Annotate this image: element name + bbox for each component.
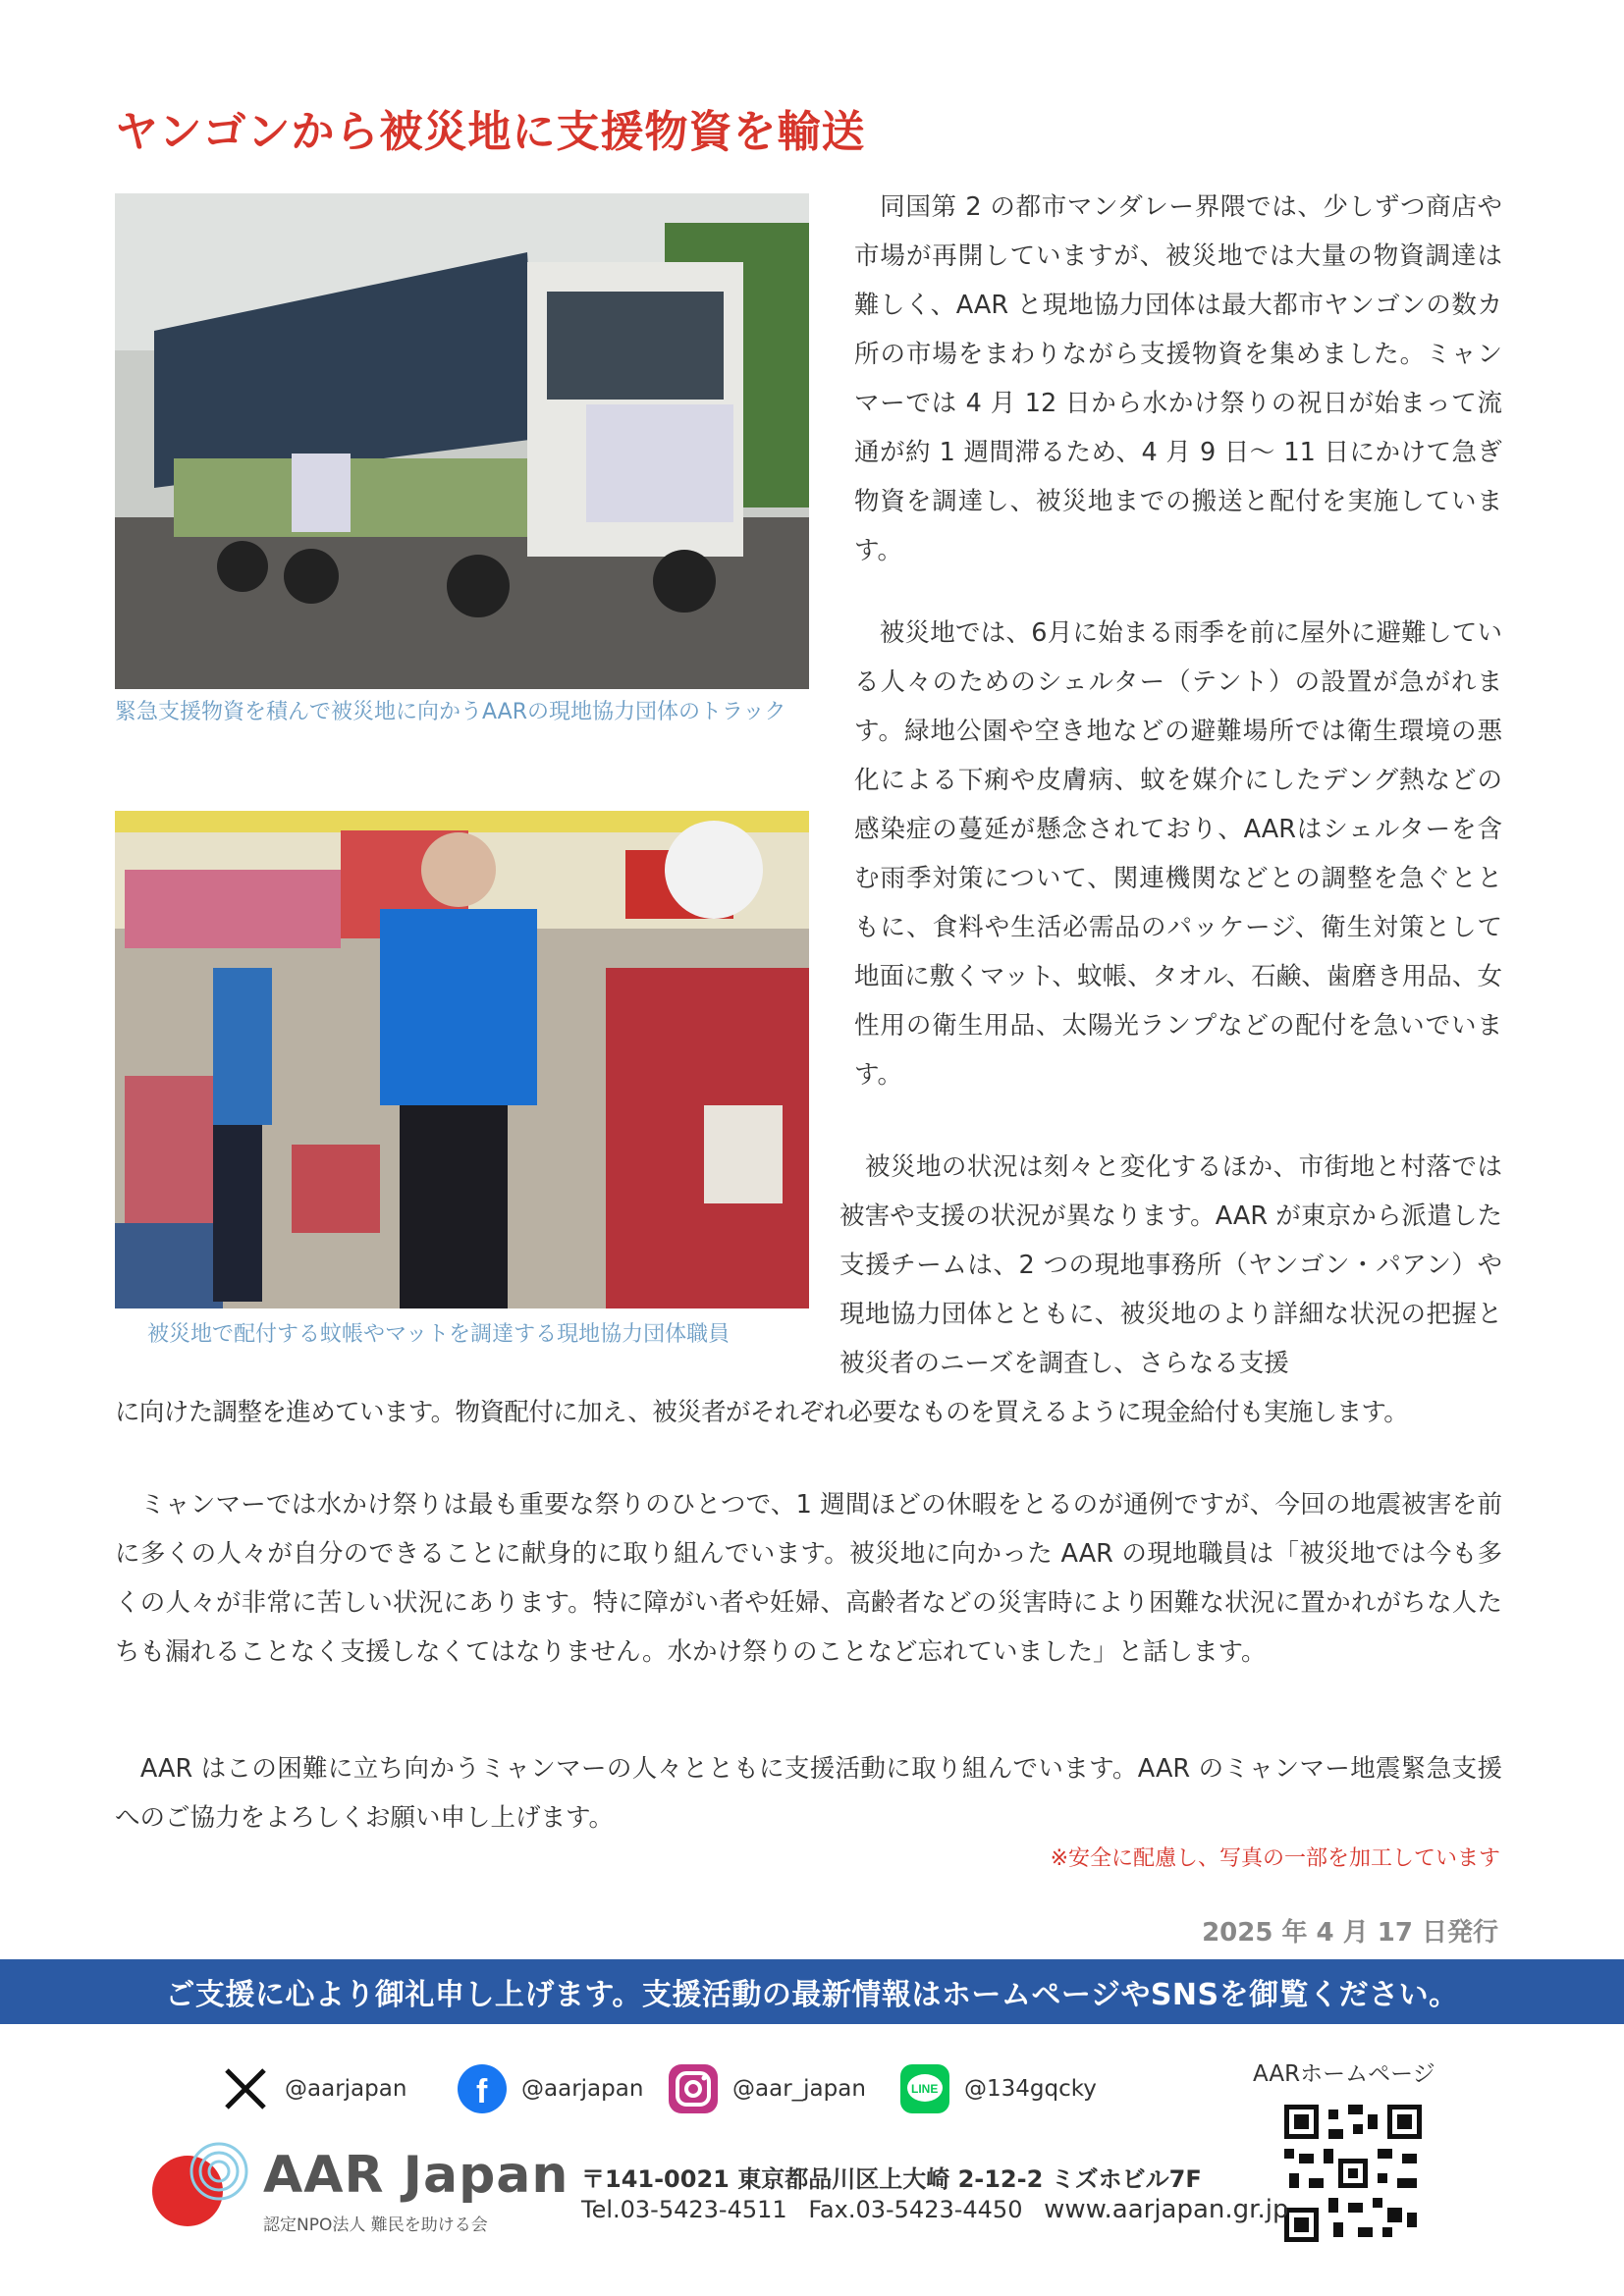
thanks-banner (0, 1959, 1624, 2024)
article-title: ヤンゴンから被災地に支援物資を輸送 (115, 107, 866, 157)
instagram-handle: @aar_japan (732, 2076, 866, 2102)
paragraph-1: 同国第 2 の都市マンダレー界隈では、少しずつ商店や市場が再開していますが、被災地では大量の物資調達は難しく、AAR と現地協力団体は最大都市ヤンゴンの数カ所の市場をまわりながら支援物資を集めました。ミャンマーでは 4 月 12 日から水かけ祭りの祝日が始まって流通が約 1 週間滞るため、4 月 9 日～ 11 日にかけて急ぎ物資を調達し、被災地までの搬送と配付を実施しています。 (854, 192, 1502, 565)
facebook-icon (457, 2063, 508, 2114)
org-name: AAR Japan (263, 2146, 569, 2205)
staff-photo (115, 811, 809, 1308)
paragraph-3: 被災地の状況は刻々と変化するほか、市街地と村落では被害や支援の状況が異なります。AAR が東京から派遣した支援チームは、2 つの現地事務所（ヤンゴン・パアン）や現地協力団体とともに、被災地のより詳細な状況の把握と被災者のニーズを調査し、さらなる支援 (839, 1152, 1502, 1378)
svg-text:f: f (476, 2073, 488, 2110)
social-line[interactable] (899, 2059, 1097, 2118)
x-icon (220, 2063, 271, 2114)
facebook-handle: @aarjapan (521, 2076, 644, 2102)
org-fax: Fax.03-5423-4450 (808, 2196, 1023, 2223)
truck-photo-caption: 緊急支援物資を積んで被災地に向かうAARの現地協力団体のトラック (115, 700, 786, 724)
social-instagram[interactable] (668, 2059, 866, 2118)
issue-date: 2025 年 4 月 17 日発行 (1202, 1918, 1498, 1948)
org-contact (581, 2195, 1302, 2224)
org-subtitle: 認定NPO法人 難民を助ける会 (263, 2216, 488, 2235)
line-icon (899, 2063, 950, 2114)
photo-edit-note: ※安全に配慮し、写真の一部を加工しています (1050, 1846, 1500, 1871)
x-handle: @aarjapan (285, 2076, 407, 2102)
svg-text:LINE: LINE (911, 2082, 939, 2096)
staff-photo-caption: 被災地で配付する蚊帳やマットを調達する現地協力団体職員 (147, 1322, 731, 1347)
aar-logo-icon (150, 2140, 258, 2242)
org-url[interactable]: www.aarjapan.gr.jp (1044, 2195, 1289, 2224)
paragraph-2: 被災地では、6月に始まる雨季を前に屋外に避難している人々のためのシェルター（テント）の設置が急がれます。緑地公園や空き地などの避難場所では衛生環境の悪化による下痢や皮膚病、蚊を媒介にしたデング熱などの感染症の蔓延が懸念されており、AARはシェルターを含む雨季対策について、関連機関などとの調整を急ぐとともに、食料や生活必需品のパッケージ、衛生対策として地面に敷くマット、蚊帳、タオル、石鹸、歯磨き用品、女性用の衛生用品、太陽光ランプなどの配付を急いでいます。 (854, 618, 1502, 1090)
qr-code-icon[interactable] (1284, 2105, 1422, 2246)
org-tel: Tel.03-5423-4511 (581, 2196, 787, 2223)
truck-photo (115, 193, 809, 689)
line-handle: @134gqcky (964, 2076, 1097, 2102)
paragraph-4: ミャンマーでは水かけ祭りは最も重要な祭りのひとつで、1 週間ほどの休暇をとるのが通例ですが、今回の地震被害を前に多くの人々が自分のできることに献身的に取り組んでいます。被災地に向かった AAR の現地職員は「被災地では今も多くの人々が非常に苦しい状況にあります。特に障がい者や妊婦、高齢者などの災害時により困難な状況に置かれがちな人たちも漏れることなく支援しなくてはなりません。水かけ祭りのことなど忘れていました」と話します。 (115, 1490, 1502, 1667)
social-x[interactable] (220, 2059, 406, 2118)
social-facebook[interactable] (457, 2059, 643, 2118)
org-address: 〒141-0021 東京都品川区上大崎 2-12-2 ミズホビル7F (581, 2165, 1202, 2193)
homepage-label: AARホームページ (1253, 2061, 1435, 2087)
paragraph-3-continued: に向けた調整を進めています。物資配付に加え、被災者がそれぞれ必要なものを買えるように現金給付も実施します。 (115, 1398, 1409, 1427)
instagram-icon (668, 2063, 719, 2114)
paragraph-5: AAR はこの困難に立ち向かうミャンマーの人々とともに支援活動に取り組んでいます。AAR のミャンマー地震緊急支援へのご協力をよろしくお願い申し上げます。 (115, 1754, 1502, 1833)
banner-text: ご支援に心より御礼申し上げます。支援活動の最新情報はホームページやSNSを御覧ください。 (165, 1978, 1459, 2012)
